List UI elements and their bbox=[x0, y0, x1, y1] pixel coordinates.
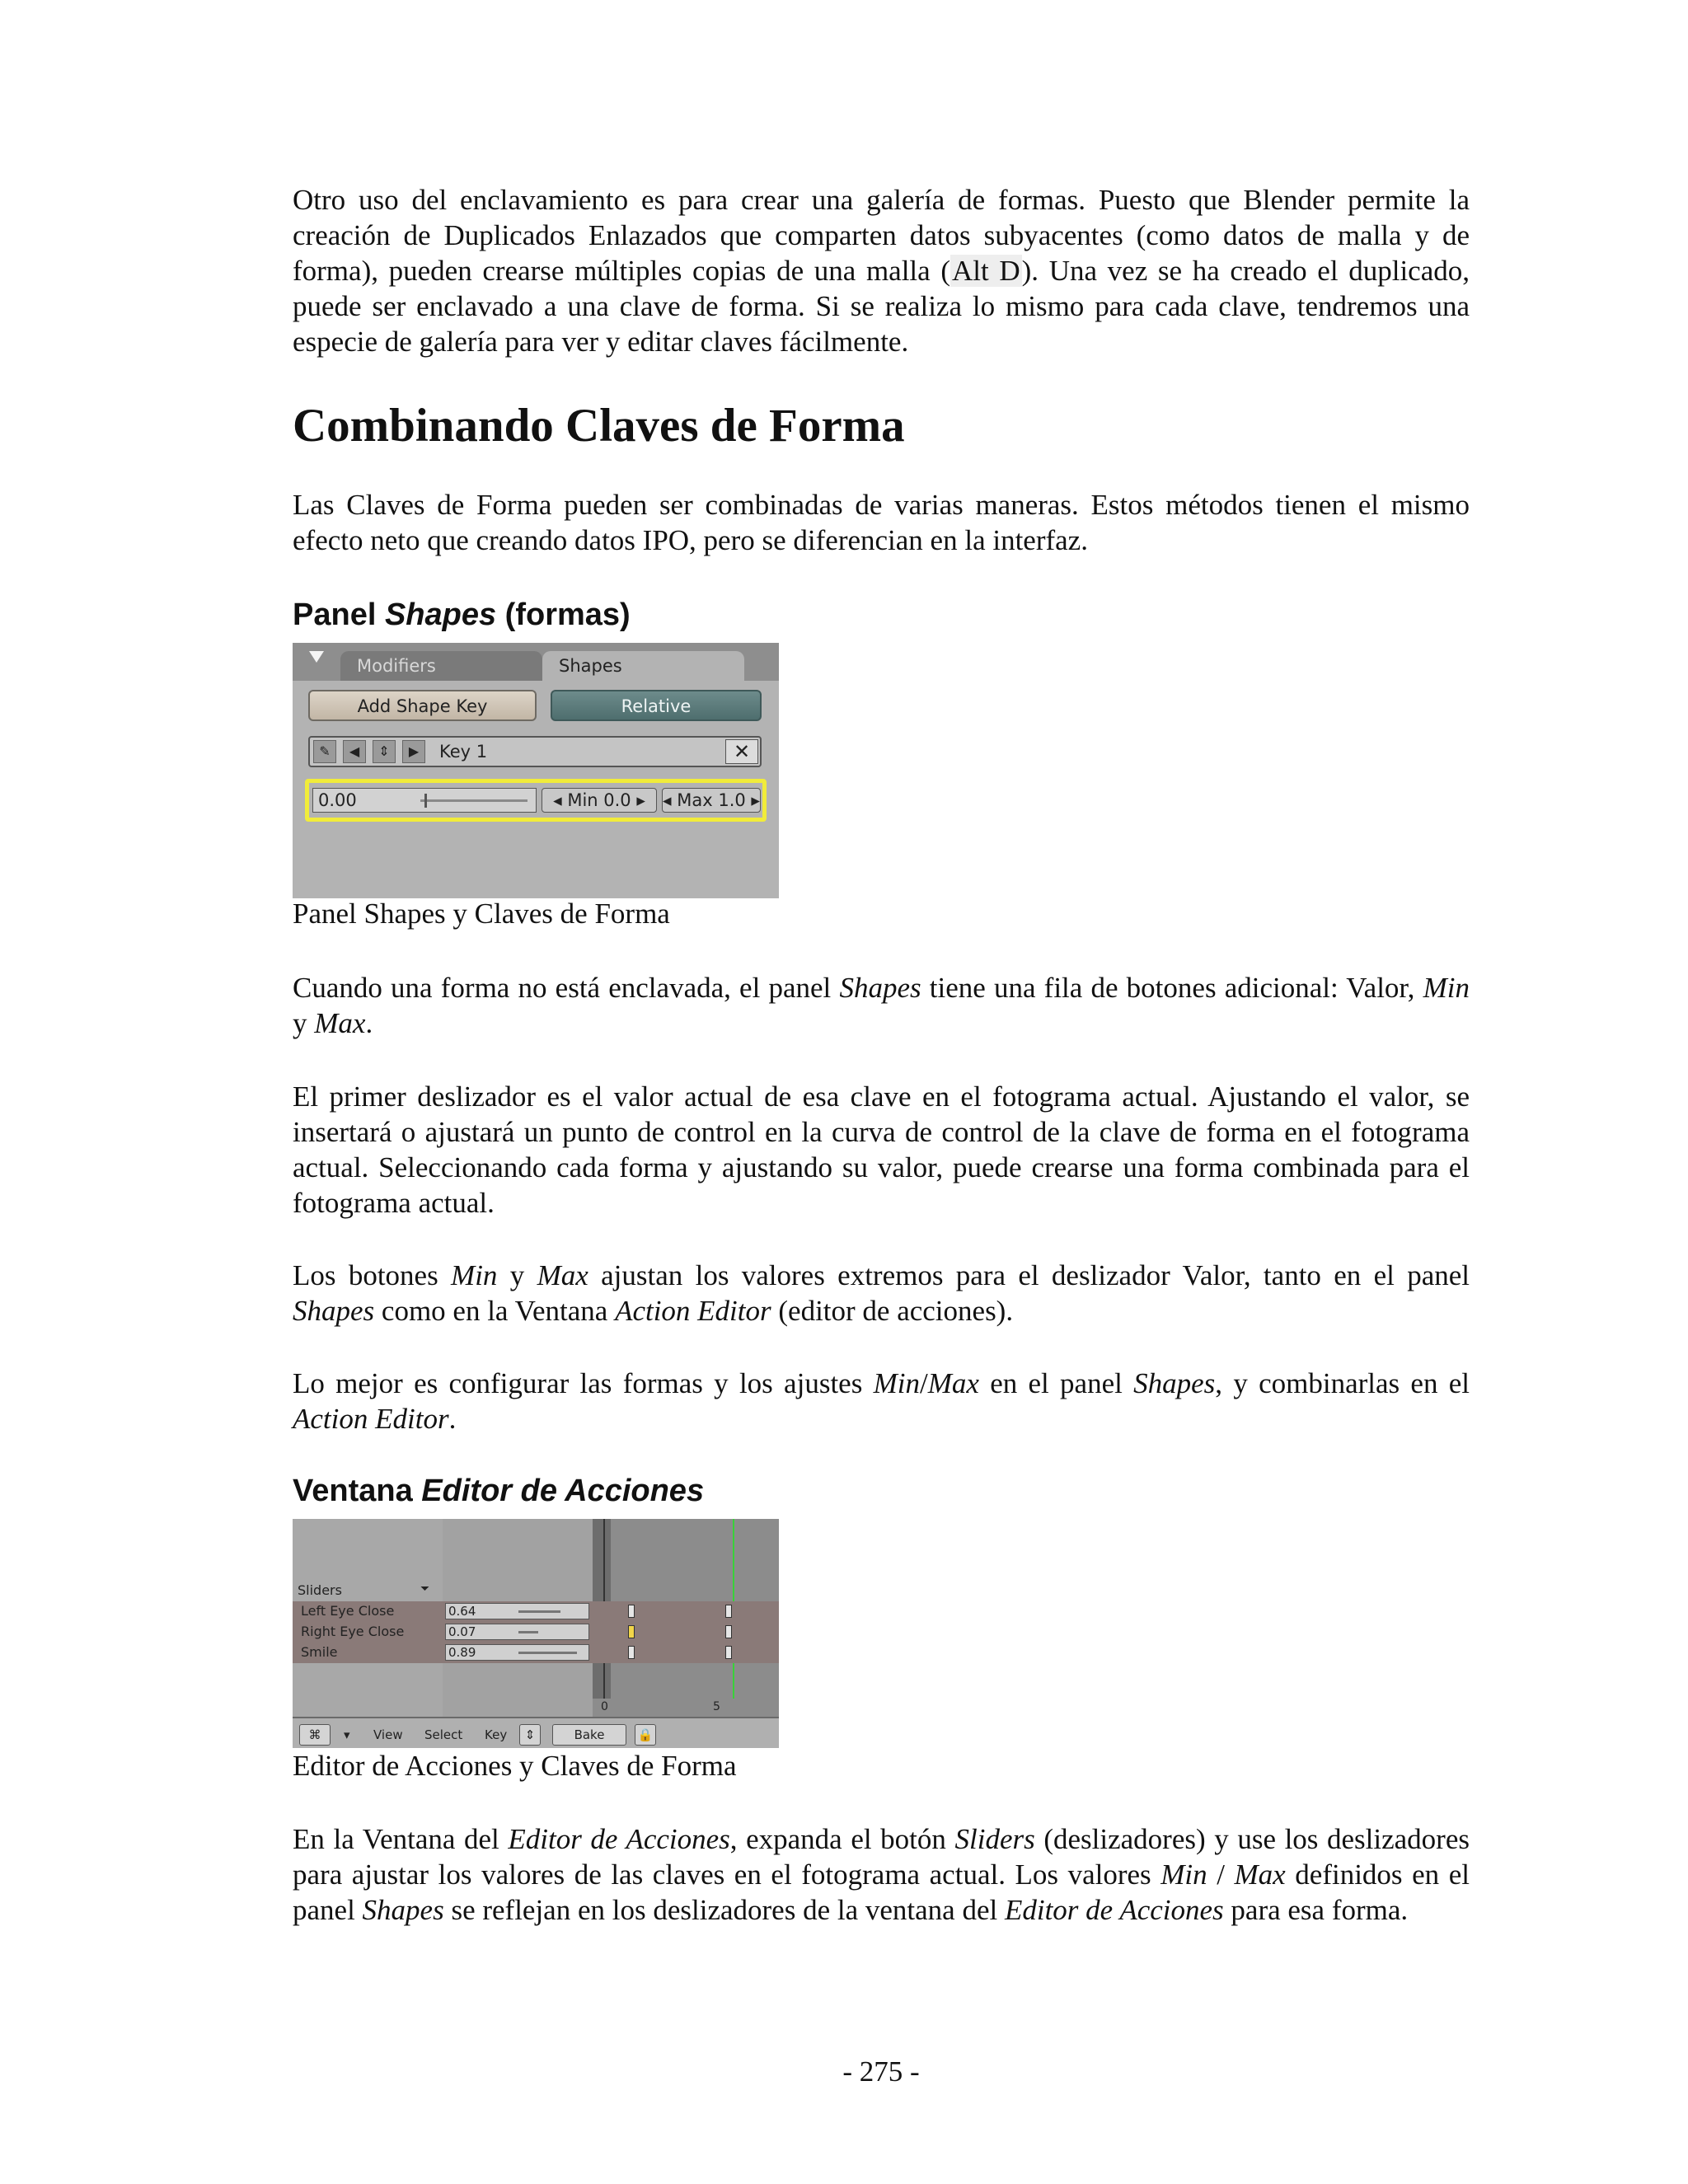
shape-key-row bbox=[308, 736, 762, 767]
paragraph-combine-intro: Las Claves de Forma pueden ser combinadas de varias maneras. Estos métodos tienen el mismo efecto neto que creando datos IPO, pero se diferencian en la interfaz. bbox=[293, 489, 1470, 556]
shape-row[interactable] bbox=[293, 1643, 779, 1663]
frame-ruler bbox=[593, 1699, 779, 1717]
text: para esa forma. bbox=[1223, 1894, 1409, 1926]
max-label: Max 1.0 bbox=[677, 790, 746, 810]
shape-slider-value: 0.89 bbox=[448, 1645, 476, 1660]
keyframe-marker-selected[interactable] bbox=[628, 1625, 635, 1638]
text: ). Una vez se ha creado el duplicado, puede ser enclavado a una clave de forma. Si se realiza lo mismo para cada clave, tendremos una especie de galería para ver y editar claves fácilmente. bbox=[293, 255, 1470, 358]
text-em: Max bbox=[927, 1367, 979, 1399]
editor-type-icon[interactable]: ⌘ bbox=[299, 1724, 331, 1746]
text: Ventana bbox=[293, 1474, 422, 1508]
key-selector-icon[interactable]: ⇕ bbox=[373, 740, 396, 763]
shape-slider-track bbox=[518, 1610, 560, 1613]
shape-slider-value: 0.07 bbox=[448, 1624, 476, 1639]
text: Lo mejor es configurar las formas y los ajustes bbox=[293, 1367, 874, 1399]
pin-icon[interactable]: ✎ bbox=[313, 740, 336, 763]
text-em: Editor de Acciones bbox=[421, 1474, 705, 1508]
paragraph-action-editor-sliders bbox=[293, 1821, 1470, 1928]
text: y bbox=[293, 1007, 315, 1039]
ruler-label: 0 bbox=[601, 1700, 608, 1713]
min-field[interactable]: ◂ Min 0.0 ▸ bbox=[542, 788, 657, 813]
text: definidos en el panel bbox=[293, 1858, 1470, 1926]
text: ajustan los valores extremos para el deslizador Valor, tanto en el panel bbox=[588, 1259, 1470, 1291]
paragraph-min-max bbox=[293, 1258, 1470, 1329]
next-key-icon[interactable]: ▶ bbox=[402, 740, 425, 763]
keyframe-marker[interactable] bbox=[628, 1605, 635, 1618]
text: En la Ventana del bbox=[293, 1823, 509, 1855]
text-em: Min bbox=[1160, 1858, 1207, 1891]
text: / bbox=[920, 1367, 928, 1399]
text-em: Shapes bbox=[384, 598, 497, 632]
previous-key-icon[interactable]: ◀ bbox=[343, 740, 366, 763]
sliders-label[interactable]: Sliders bbox=[298, 1582, 342, 1598]
paragraph-best-practice bbox=[293, 1366, 1470, 1436]
action-selector-icon[interactable]: ⇕ bbox=[519, 1724, 541, 1746]
subheading-shapes-panel bbox=[293, 597, 1470, 633]
key-name-field[interactable]: Key 1 bbox=[439, 742, 488, 762]
min-label: Min 0.0 bbox=[567, 790, 631, 810]
text-em: Min bbox=[1423, 972, 1470, 1004]
text: (editor de acciones). bbox=[771, 1295, 1014, 1327]
text: (deslizadores) y use los deslizadores para ajustar los valores de las claves en el fotograma actual. Los valores bbox=[293, 1823, 1470, 1891]
value-row-highlight bbox=[305, 779, 767, 822]
ruler-label: 5 bbox=[713, 1700, 720, 1713]
text-em: Max bbox=[314, 1007, 366, 1039]
collapse-triangle-icon[interactable] bbox=[309, 651, 324, 663]
relative-toggle-button[interactable]: Relative bbox=[551, 690, 762, 721]
keyframe-marker[interactable] bbox=[628, 1646, 635, 1659]
max-field[interactable]: ◂ Max 1.0 ▸ bbox=[662, 788, 761, 813]
editor-footer bbox=[293, 1717, 779, 1748]
text: / bbox=[1207, 1858, 1235, 1891]
paragraph-first-slider: El primer deslizador es el valor actual de esa clave en el fotograma actual. Ajustando el valor, se insertará o ajustará un punto de control en la curva de control de la clave de forma en el fotograma actual. Seleccionando cada forma y ajustando su valor, puede crearse una forma combinada para el fotograma actual. bbox=[293, 1080, 1470, 1219]
slider-track bbox=[420, 799, 528, 802]
shape-name: Smile bbox=[301, 1644, 338, 1660]
text-em: Min bbox=[873, 1367, 920, 1399]
shape-slider-track bbox=[518, 1631, 538, 1633]
text: Los botones bbox=[293, 1259, 452, 1291]
text-em: Action Editor bbox=[615, 1295, 771, 1327]
section-title: Combinando Claves de Forma bbox=[293, 400, 905, 452]
text-em: Shapes bbox=[839, 972, 921, 1004]
text: (formas) bbox=[496, 598, 631, 632]
text-em: Sliders bbox=[954, 1823, 1035, 1855]
text: . bbox=[448, 1403, 457, 1435]
text-em: Shapes bbox=[362, 1894, 444, 1926]
bake-button[interactable]: Bake bbox=[552, 1724, 626, 1746]
text: , expanda el botón bbox=[729, 1823, 955, 1855]
slider-knob[interactable] bbox=[424, 794, 427, 808]
subheading-action-editor bbox=[293, 1473, 1470, 1509]
text: , y combinarlas en el bbox=[1215, 1367, 1470, 1399]
text-em: Min bbox=[451, 1259, 498, 1291]
text-em: Max bbox=[1234, 1858, 1286, 1891]
text-em: Editor de Acciones bbox=[508, 1823, 730, 1855]
text: tiene una fila de botones adicional: Valor, bbox=[921, 972, 1423, 1004]
shortcut-alt-d: Alt D bbox=[952, 255, 1020, 287]
action-editor-window bbox=[293, 1519, 779, 1748]
text-em: Shapes bbox=[293, 1295, 375, 1327]
text: Otro uso del enclavamiento es para crear una galería de formas. Puesto que Blender permite la creación de Duplicados Enlazados que comparten datos subyacentes (como datos de malla y de forma), pueden crearse múltiples copias de una malla ( bbox=[293, 184, 1470, 287]
shape-slider-value: 0.64 bbox=[448, 1604, 476, 1619]
text: en el panel bbox=[978, 1367, 1134, 1399]
figure-caption-shapes: Panel Shapes y Claves de Forma bbox=[293, 898, 670, 930]
value-slider[interactable] bbox=[312, 788, 537, 813]
text-em: Editor de Acciones bbox=[1004, 1894, 1224, 1926]
panel-header bbox=[293, 643, 779, 681]
text: Cuando una forma no está enclavada, el panel bbox=[293, 972, 840, 1004]
lock-icon[interactable]: 🔒 bbox=[635, 1724, 656, 1746]
sliders-expand-icon[interactable]: ⏷ bbox=[420, 1582, 430, 1596]
tab-shapes[interactable]: Shapes bbox=[542, 651, 744, 681]
keyframe-marker[interactable] bbox=[725, 1646, 732, 1659]
menu-key[interactable]: Key bbox=[485, 1727, 508, 1742]
text: se reflejan en los deslizadores de la ventana del bbox=[443, 1894, 1005, 1926]
shape-row[interactable] bbox=[293, 1601, 779, 1622]
shape-row[interactable] bbox=[293, 1622, 779, 1643]
add-shape-key-button[interactable]: Add Shape Key bbox=[308, 690, 537, 721]
shape-name: Right Eye Close bbox=[301, 1624, 405, 1639]
page-number: - 275 - bbox=[842, 2055, 920, 2088]
shape-slider[interactable] bbox=[445, 1624, 589, 1640]
value-text: 0.00 bbox=[318, 790, 357, 810]
text: como en la Ventana bbox=[374, 1295, 616, 1327]
keyframe-marker[interactable] bbox=[725, 1625, 732, 1638]
text-em: Shapes bbox=[1133, 1367, 1216, 1399]
shape-name: Left Eye Close bbox=[301, 1603, 395, 1619]
figure-caption-action-editor: Editor de Acciones y Claves de Forma bbox=[293, 1750, 737, 1782]
shape-slider[interactable] bbox=[445, 1644, 589, 1661]
paragraph-extra-row bbox=[293, 970, 1470, 1041]
menu-select[interactable]: Select bbox=[424, 1727, 463, 1742]
menu-view[interactable]: View bbox=[373, 1727, 403, 1742]
shapes-panel bbox=[293, 643, 779, 898]
text: . bbox=[365, 1007, 373, 1039]
paragraph-linked-duplicates bbox=[293, 182, 1470, 359]
tab-modifiers[interactable]: Modifiers bbox=[340, 651, 542, 681]
text-em: Max bbox=[537, 1259, 588, 1291]
text: Panel bbox=[293, 598, 385, 632]
shape-slider-track bbox=[518, 1652, 577, 1654]
menu-toggle-icon[interactable]: ▾ bbox=[344, 1727, 350, 1742]
delete-key-icon[interactable]: ✕ bbox=[725, 739, 758, 764]
text: y bbox=[497, 1259, 537, 1291]
text-em: Action Editor bbox=[293, 1403, 449, 1435]
keyframe-marker[interactable] bbox=[725, 1605, 732, 1618]
shape-slider[interactable] bbox=[445, 1603, 589, 1619]
sliders-header-row bbox=[293, 1581, 779, 1601]
